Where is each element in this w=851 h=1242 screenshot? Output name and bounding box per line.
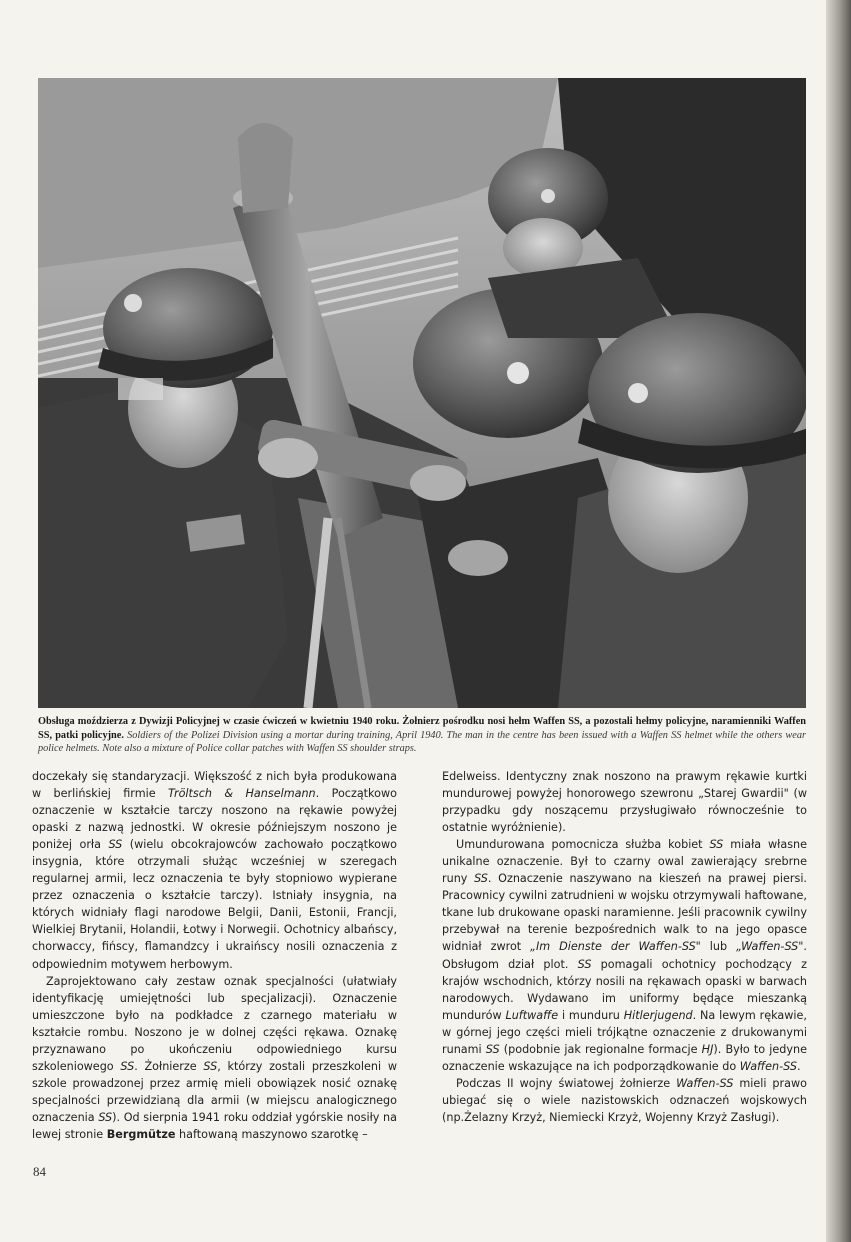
left-paragraph-1: doczekały się standaryzacji. Większość z nich była produkowana w berlińskiej firmie Tröltsch & Hanselmann. Początkowo oznaczenie w kształcie tarczy noszono na rękawie powyżej opaski z nazwą jednostki. W okresie późniejszym noszono je poniżej orła SS (wielu obcokrajowców zachowało początkowo insygnia, które otrzymali służąc wcześniej w szeregach regularnej armii, lecz oznaczenia te były stopniowo wypierane przez oznaczenia o kształcie tarczy). Istniały insygnia, na których widniały flagi narodowe Belgii, Danii, Estonii, Francji, Wielkiej Brytanii, Holandii, Łotwy i Norwegii. Ochotnicy albańscy, chorwaccy, fińscy, flamandzcy i ukraińscy nosili oznaczenia z odpowiednim motywem herbowym. bbox=[32, 770, 397, 971]
left-paragraph-2: Zaprojektowano cały zestaw oznak specjalności (ułatwiały identyfikację umiejętności lub specjalizacji). Oznaczenie umieszczone było na podkładce z czarnego materiału w kształcie rombu. Noszono je w dolnej części rękawa. Oznakę przyznawano po ukończeniu odpowiedniego kursu szkoleniowego SS. Żołnierze SS, którzy zostali przeszkoleni w szkole prowadzonej przez armię mieli obowiązek nosić oznakę specjalności przewidzianą dla armii (w miejscu analogicznego oznaczenia SS). Od sierpnia 1941 roku oddział ygórskie nosiły na lewej stronie Bergmütze haftowaną maszynowo szarotkę – bbox=[32, 974, 397, 1141]
right-text-column bbox=[442, 768, 807, 1126]
caption-english: Soldiers of the Polizei Division using a mortar during training, April 1940. The man in the centre has been issued with a Waffen SS helmet while the others wear police helmets. Note also a mixture of Police collar patches with Waffen SS shoulder straps. bbox=[38, 729, 806, 754]
left-text-column bbox=[32, 768, 397, 1143]
page-binding-edge bbox=[826, 0, 851, 1242]
mortar-crew-photo bbox=[38, 78, 806, 708]
photo-caption bbox=[38, 715, 806, 756]
page-number: 84 bbox=[33, 1164, 46, 1179]
photo-mortar-crew-icon bbox=[38, 78, 806, 708]
right-paragraph-1: Edelweiss. Identyczny znak noszono na prawym rękawie kurtki mundurowej powyżej honorowego szewronu „Starej Gwardii" (w przypadku gdy noszącemu przysługiwało równocześnie to ostatnie wyróżnienie). bbox=[442, 770, 807, 835]
right-paragraph-3: Podczas II wojny światowej żołnierze Waffen-SS mieli prawo ubiegać się o wiele nazistowskich odznaczeń wojskowych (np.Żelazny Krzyż, Niemiecki Krzyż, Wojenny Krzyż Zasługi). bbox=[442, 1076, 807, 1124]
caption-polish: Obsługa moździerza z Dywizji Policyjnej w czasie ćwiczeń w kwietniu 1940 roku. Żołnierz pośrodku nosi hełm Waffen SS, a pozostali hełmy policyjne, naramienniki Waffen SS, patki policyjne. bbox=[38, 716, 806, 741]
right-paragraph-2: Umundurowana pomocnicza służba kobiet SS miała własne unikalne oznaczenie. Był to czarny owal zawierający srebrne runy SS. Oznaczenie naszywano na kieszeń na prawej piersi. Pracownicy cywilni zatrudnieni w wojsku otrzymywali haftowane, tkane lub drukowane opaski naramienne. Jeśli pracownik cywilny przebywał na terenie bezpośrednich walk to na jego opasce widniał zwrot „Im Dienste der Waffen-SS" lub „Waffen-SS". Obsługom dział plot. SS pomagali ochotnicy pochodzący z krajów wschodnich, którzy nosili na rękawach opaski w barwach narodowych. Wydawano im uniformy będące mieszanką mundurów Luftwaffe i munduru Hitlerjugend. Na lewym rękawie, w górnej jego części mieli trójkątne oznaczenie z drukowanymi runami SS (podobnie jak regionalne formacje HJ). Było to jedyne oznaczenie wskazujące na ich podporządkowanie do Waffen-SS. bbox=[442, 838, 807, 1073]
